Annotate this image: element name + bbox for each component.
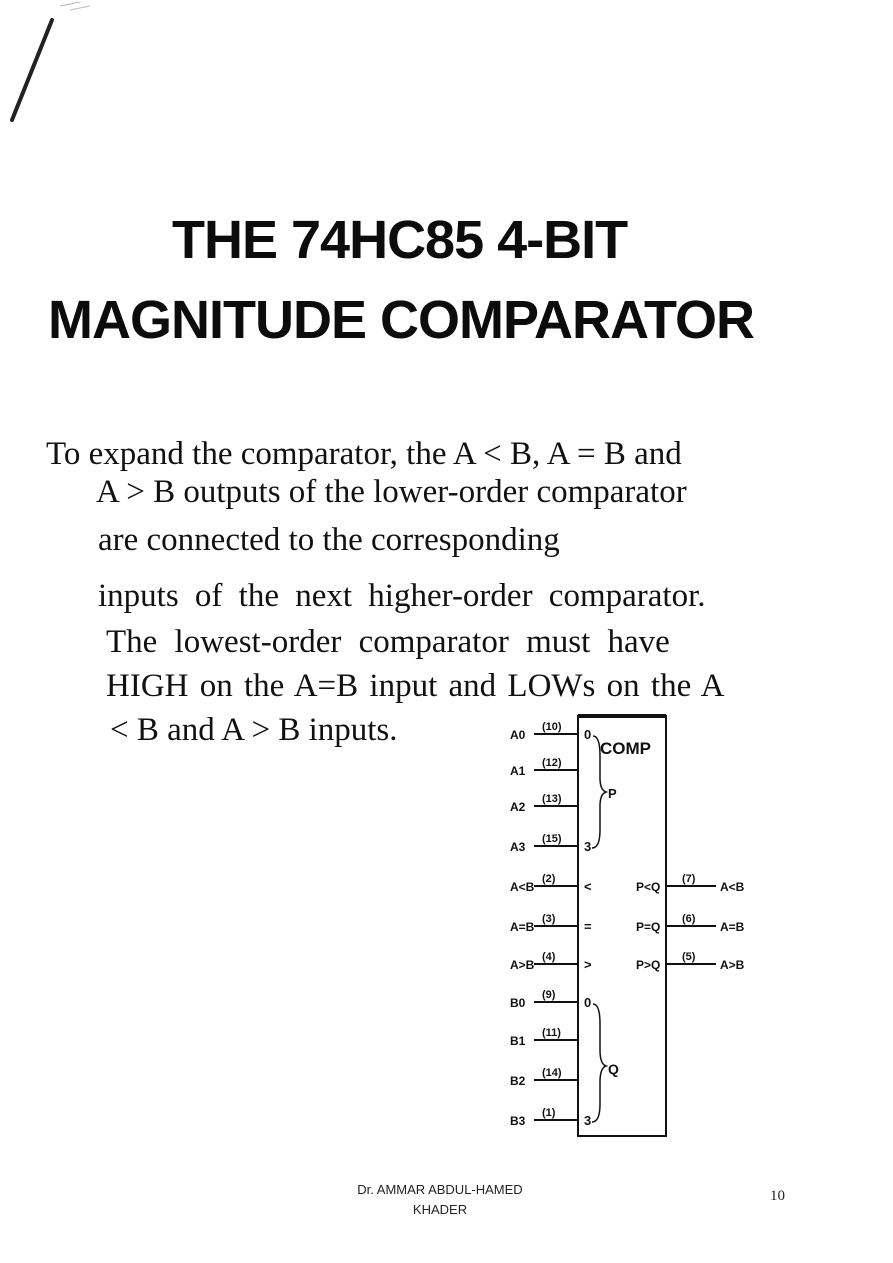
output-name-label: A>B (720, 958, 745, 972)
pin-number-label: (14) (542, 1067, 562, 1079)
inner-input-label: 3 (584, 839, 592, 854)
input-name-label: A>B (510, 958, 535, 972)
input-name-label: A<B (510, 880, 535, 894)
pin-number-label: (13) (542, 793, 562, 805)
paragraph-line: are connected to the corresponding (98, 522, 560, 558)
inner-input-label: 3 (584, 1113, 592, 1128)
input-name-label: A2 (510, 800, 526, 814)
pin-number-label: (1) (542, 1107, 556, 1119)
pen-stroke-mark (0, 0, 100, 130)
input-name-label: A0 (510, 728, 526, 742)
output-name-label: A=B (720, 920, 745, 934)
paragraph-line: < B and A > B inputs. (110, 712, 398, 748)
inner-output-label: P<Q (636, 880, 661, 894)
inner-input-label: 0 (584, 995, 592, 1010)
title-line-1: THE 74HC85 4-BIT (172, 210, 628, 270)
comparator-logic-symbol (490, 706, 780, 1146)
paragraph-line: The lowest-order comparator must have (106, 624, 670, 660)
pin-number-label: (11) (542, 1027, 561, 1039)
pin-number-label: (7) (682, 873, 696, 885)
input-name-label: B0 (510, 996, 526, 1010)
pin-number-label: (2) (542, 873, 556, 885)
pin-number-label: (12) (542, 757, 562, 769)
pin-number-label: (5) (682, 951, 696, 963)
q-group-label: Q (608, 1061, 619, 1077)
pin-number-label: (10) (542, 721, 562, 733)
input-name-label: B2 (510, 1074, 526, 1088)
author-name-line-1: Dr. AMMAR ABDUL-HAMED (357, 1182, 523, 1197)
title-line-2: MAGNITUDE COMPARATOR (48, 290, 754, 350)
inner-input-label: > (584, 957, 592, 972)
footer-author (330, 1180, 550, 1220)
page-title (0, 200, 893, 360)
input-name-label: A=B (510, 920, 535, 934)
input-name-label: B3 (510, 1114, 526, 1128)
inner-input-label: 0 (584, 727, 592, 742)
q-group-brace (592, 1004, 606, 1122)
paragraph-line: inputs of the next higher-order comparator. (98, 578, 706, 614)
output-name-label: A<B (720, 880, 745, 894)
paragraph-line: A > B outputs of the lower-order comparator (96, 474, 687, 510)
page-number: 10 (770, 1188, 785, 1204)
input-name-label: A3 (510, 840, 526, 854)
pin-number-label: (9) (542, 989, 556, 1001)
paragraph-line: To expand the comparator, the A < B, A = B and (46, 436, 682, 472)
comp-label: COMP (600, 739, 651, 758)
pin-number-label: (15) (542, 833, 562, 845)
pin-number-label: (4) (542, 951, 556, 963)
paragraph-line: HIGH on the A=B input and LOWs on the A (106, 668, 725, 704)
pin-number-label: (3) (542, 913, 556, 925)
inner-input-label: = (584, 919, 592, 934)
pin-number-label: (6) (682, 913, 696, 925)
inner-input-label: < (584, 879, 592, 894)
inner-output-label: P=Q (636, 920, 661, 934)
inner-output-label: P>Q (636, 958, 661, 972)
p-group-label: P (608, 786, 617, 801)
input-name-label: A1 (510, 764, 526, 778)
input-name-label: B1 (510, 1034, 526, 1048)
author-name-line-2: KHADER (412, 1202, 468, 1217)
